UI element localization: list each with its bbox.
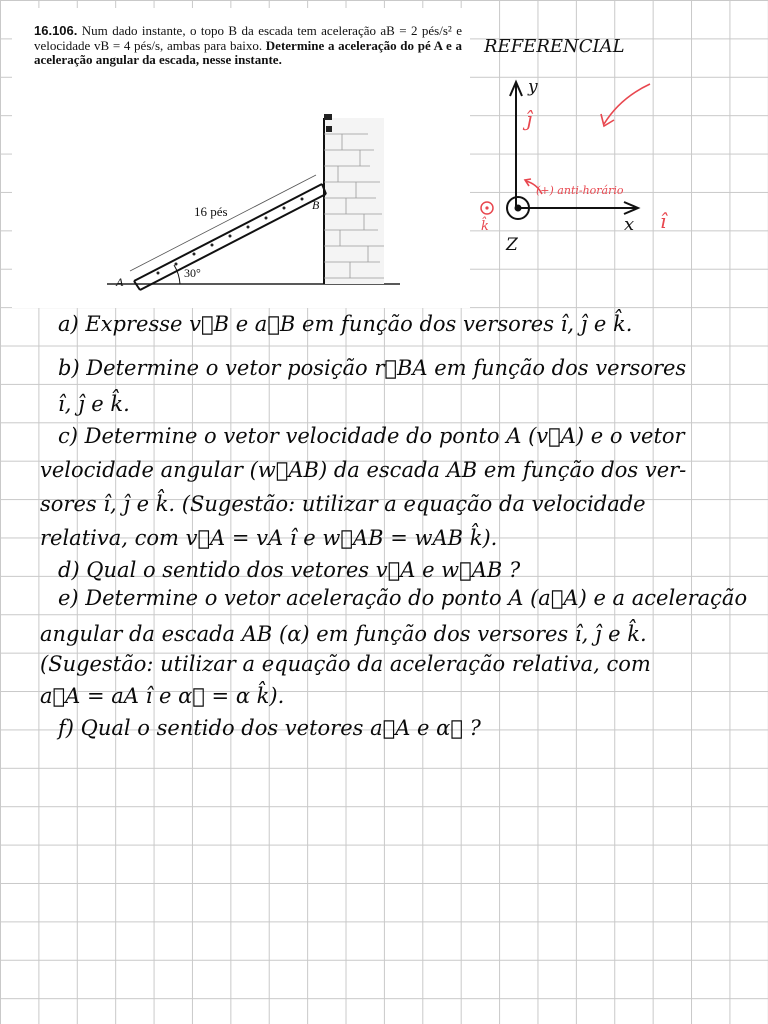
problem-text: Num dado instante, o topo B da escada tem aceleração aB = 2 pés/s² e velocidade vB = 4 pés/s, ambas para baixo. (34, 23, 462, 53)
question-line: c) Determine o vetor velocidade do ponto A (v⃗A) e o vetor (58, 424, 685, 448)
question-line: d) Qual o sentido dos vetores v⃗A e w⃗AB ? (58, 558, 521, 582)
question-line: velocidade angular (w⃗AB) da escada AB em função dos ver- (40, 458, 687, 482)
problem-card (12, 8, 470, 308)
rotation-label: (+) anti-horário (536, 184, 624, 197)
question-line: relativa, com v⃗A = vA î e w⃗AB = wAB k̂). (40, 526, 498, 550)
frame-title: REFERENCIAL (484, 36, 625, 57)
reference-frame-diagram (470, 28, 730, 268)
brick-wall (324, 114, 384, 284)
j-label: ĵ (526, 107, 533, 131)
question-line: a⃗A = aA î e α⃗ = α k̂). (40, 684, 285, 708)
question-line: a) Expresse v⃗B e a⃗B em função dos versores î, ĵ e k̂. (58, 312, 633, 336)
x-label: x (624, 214, 635, 235)
problem-number: 16.106. (34, 23, 78, 38)
point-b-label: B (312, 198, 320, 212)
problem-question: Determine a aceleração do pé A e a aceleração angular da escada, nesse instante. (34, 37, 463, 67)
z-label: Z (506, 235, 518, 255)
k-label: k̂ (481, 219, 489, 234)
question-line: e) Determine o vetor aceleração do ponto A (a⃗A) e a aceleração (58, 586, 748, 610)
angle-label: 30° (184, 266, 201, 280)
angle-arc (174, 265, 180, 284)
y-label: y (528, 77, 538, 97)
question-line: f) Qual o sentido dos vetores a⃗A e α⃗ ? (58, 716, 481, 740)
question-line: angular da escada AB (α) em função dos versores î, ĵ e k̂. (40, 622, 647, 646)
length-dimension-line (130, 175, 316, 271)
ladder-figure (12, 8, 470, 308)
question-line: b) Determine o vetor posição r⃗BA em função dos versores (58, 356, 687, 380)
ccw-sketch-arrow-icon (604, 84, 650, 124)
question-line: (Sugestão: utilizar a equação da aceleração relativa, com (40, 652, 651, 676)
i-label: î (660, 209, 667, 233)
question-line: sores î, ĵ e k̂. (Sugestão: utilizar a equação da velocidade (40, 492, 646, 516)
question-line: î, ĵ e k̂. (58, 392, 130, 416)
length-label: 16 pés (194, 204, 228, 219)
point-a-label: A (116, 275, 124, 289)
ladder (134, 184, 326, 290)
